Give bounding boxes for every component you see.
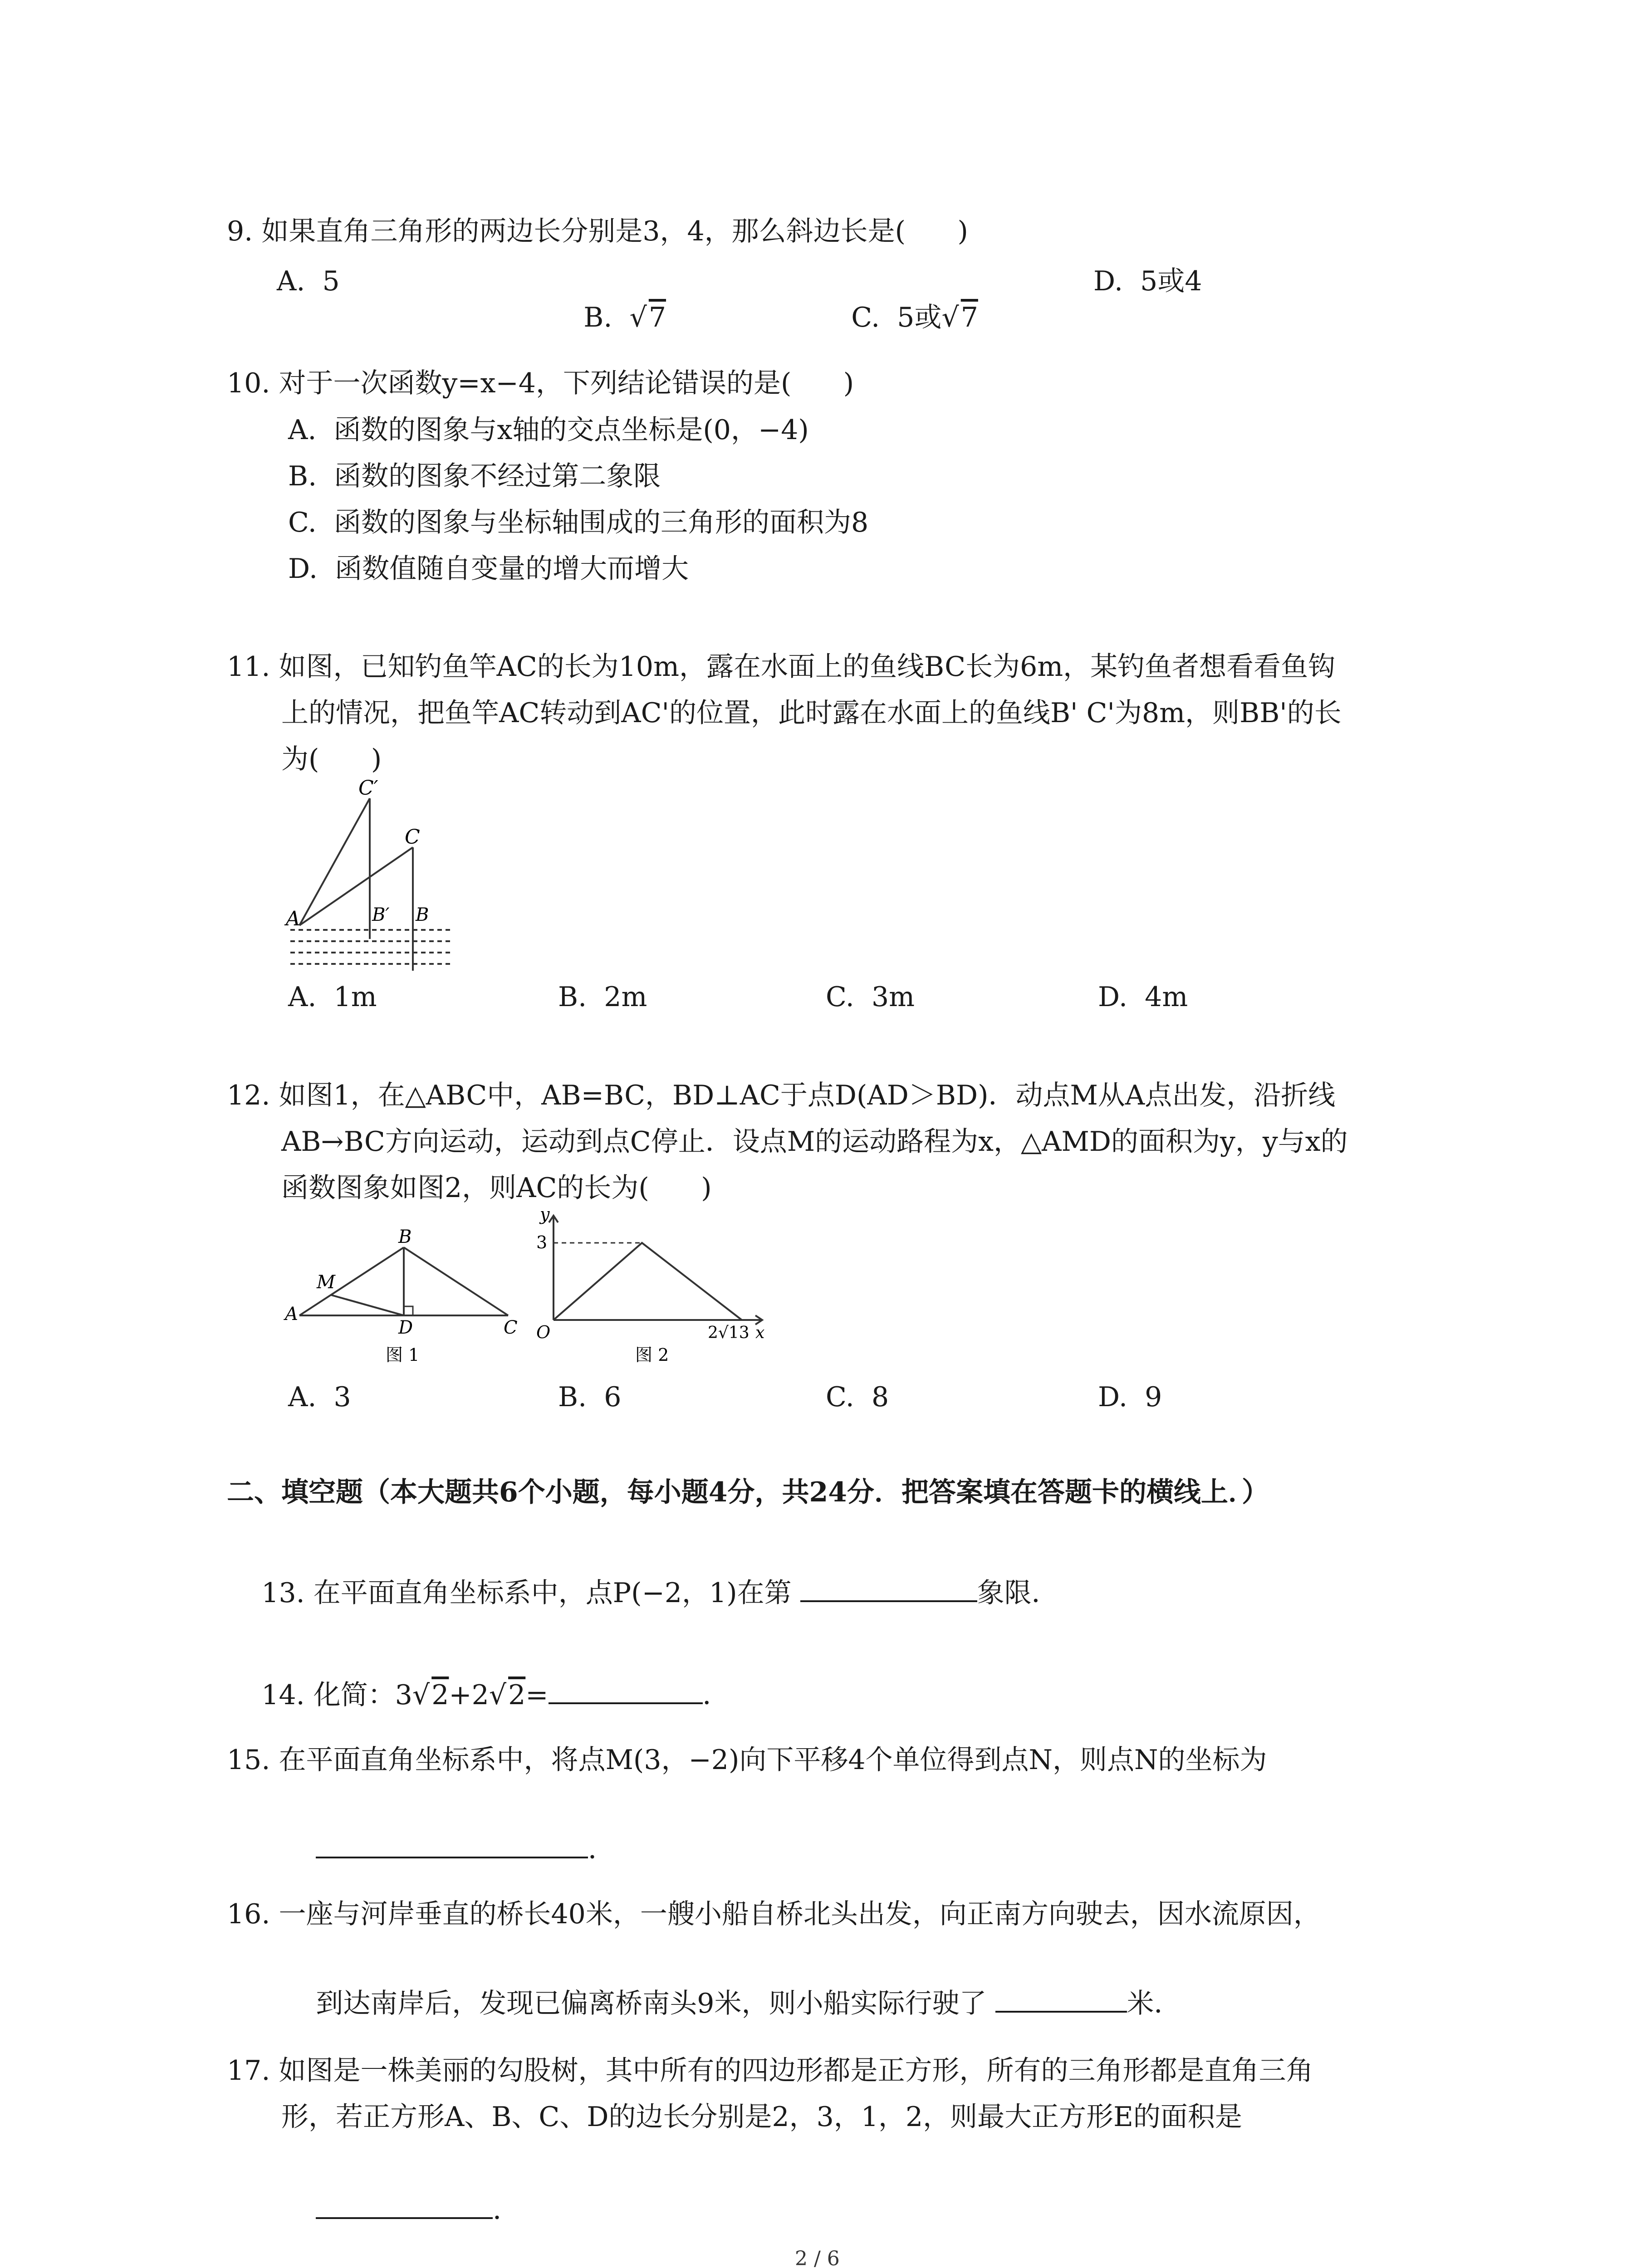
q11-line-3: 为( )	[281, 743, 382, 775]
label-x-end: 2√13	[708, 1324, 749, 1342]
q16-answer-blank[interactable]	[995, 1984, 1127, 2013]
side-ab	[299, 1247, 404, 1315]
sqrt-symbol: √2	[489, 1679, 526, 1711]
label-m: M	[317, 1272, 335, 1293]
q16-line-2	[281, 1948, 1181, 2058]
side-bc	[404, 1247, 508, 1315]
figure-2-caption: 图 2	[635, 1345, 669, 1365]
label-b: B	[398, 1227, 412, 1247]
label-origin: O	[536, 1322, 551, 1342]
sqrt-symbol: √7	[629, 302, 666, 333]
label-c: C	[405, 826, 420, 849]
q9-option-c-prefix: C. 5或	[851, 302, 942, 333]
function-graph-line	[554, 1243, 742, 1320]
q12-option-c: C. 8	[826, 1381, 889, 1413]
q17-answer-line	[281, 2155, 520, 2264]
q11-option-b: B. 2m	[558, 981, 647, 1013]
q9-option-b	[549, 263, 666, 372]
q14-equals: =	[525, 1679, 549, 1711]
label-c: C	[504, 1317, 518, 1338]
q13-text-after: 象限．	[977, 1577, 1059, 1609]
q17-text-after: ．	[493, 2194, 520, 2226]
q9-option-d: D. 5或4	[1093, 265, 1202, 297]
figure-1-caption: 图 1	[386, 1345, 420, 1365]
label-a: A	[286, 907, 300, 930]
label-d: D	[398, 1317, 413, 1338]
q12-line-2: AB→BC方向运动，运动到点C停止．设点M的运动路程为x，△AMD的面积为y，y与x的	[281, 1126, 1348, 1158]
label-y-3: 3	[536, 1232, 548, 1252]
q12-line-3: 函数图象如图2，则AC的长为( )	[281, 1172, 712, 1204]
q11-line-2: 上的情况，把鱼竿AC转动到AC'的位置，此时露在水面上的鱼线B' C'为8m，则BB'的长	[281, 697, 1342, 729]
q12-option-b: B. 6	[558, 1381, 622, 1413]
q15-answer-blank[interactable]	[316, 1830, 588, 1858]
right-angle-mark	[404, 1306, 413, 1315]
sqrt-symbol: √2	[412, 1679, 449, 1711]
label-b: B	[416, 904, 429, 925]
q17-answer-blank[interactable]	[316, 2191, 493, 2219]
q14-answer-blank[interactable]	[549, 1676, 703, 1704]
q14-text-mid: +2	[449, 1679, 489, 1711]
q12-line-1: 12. 如图1，在△ABC中，AB=BC，BD⊥AC于点D(AD＞BD)．动点M从A点出发，沿折线	[227, 1080, 1336, 1111]
label-a: A	[285, 1304, 298, 1325]
q16-text-before: 到达南岸后，发现已偏离桥南头9米，则小船实际行驶了	[316, 1988, 995, 2019]
q12-option-d: D. 9	[1098, 1381, 1162, 1413]
q15-text-after: ．	[588, 1833, 616, 1865]
q9-option-a: A. 5	[277, 265, 340, 297]
q14-text-after: ．	[702, 1679, 730, 1711]
q11-option-a: A. 1m	[288, 981, 377, 1013]
q10-option-d: D. 函数值随自变量的增大而增大	[288, 553, 689, 585]
sqrt-symbol: √7	[941, 302, 978, 333]
q9-option-b-prefix: B.	[583, 302, 630, 333]
q11-line-1: 11. 如图，已知钓鱼竿AC的长为10m，露在水面上的鱼线BC长为6m，某钓鱼者想看看鱼钩	[227, 651, 1336, 683]
label-c-prime: C′	[358, 777, 378, 800]
q16-text-after: 米．	[1127, 1988, 1181, 2019]
rod-ac-prime-line	[299, 798, 370, 925]
section-2-title: 二、填空题（本大题共6个小题，每小题4分，共24分．把答案填在答题卡的横线上．）	[227, 1476, 1269, 1508]
q11-option-d: D. 4m	[1098, 981, 1188, 1013]
q11-option-c: C. 3m	[826, 981, 915, 1013]
q10-option-c: C. 函数的图象与坐标轴围成的三角形的面积为8	[288, 507, 869, 538]
q13-answer-blank[interactable]	[800, 1574, 977, 1602]
q16-line-1: 16. 一座与河岸垂直的桥长40米，一艘小船自桥北头出发，向正南方向驶去，因水流原因，	[227, 1898, 1321, 1930]
q9-stem: 9. 如果直角三角形的两边长分别是3，4，那么斜边长是( )	[227, 215, 968, 247]
q14-radicand-2: 2	[508, 1679, 526, 1711]
q12-figure-2-graph	[526, 1204, 780, 1379]
q13-text-before: 13. 在平面直角坐标系中，点P(−2，1)在第	[261, 1577, 800, 1609]
page-number: 2 / 6	[795, 2247, 840, 2268]
segment-md	[331, 1295, 404, 1315]
q12-figure-1-triangle	[281, 1225, 535, 1379]
q17-line-1: 17. 如图是一株美丽的勾股树，其中所有的四边形都是正方形，所有的三角形都是直角三角	[227, 2055, 1313, 2087]
q14-radicand-1: 2	[431, 1679, 449, 1711]
q14	[227, 1640, 730, 1750]
label-y: y	[540, 1204, 550, 1224]
q9-option-c-radicand: 7	[960, 302, 978, 333]
q12-option-a: A. 3	[288, 1381, 351, 1413]
q10-option-b: B. 函数的图象不经过第二象限	[288, 460, 661, 492]
q10-option-a: A. 函数的图象与x轴的交点坐标是(0，−4)	[288, 414, 809, 446]
q10-stem: 10. 对于一次函数y=x−4，下列结论错误的是( )	[227, 367, 854, 399]
label-x: x	[755, 1324, 765, 1342]
label-b-prime: B′	[372, 904, 390, 925]
q14-text-before: 14. 化简：3	[261, 1679, 412, 1711]
q13	[227, 1538, 1059, 1647]
q15-answer-line	[281, 1794, 615, 1904]
q9-option-c	[817, 263, 978, 372]
q9-option-b-radicand: 7	[648, 302, 666, 333]
q17-line-2: 形，若正方形A、B、C、D的边长分别是2，3，1，2，则最大正方形E的面积是	[281, 2101, 1242, 2133]
q15-line-1: 15. 在平面直角坐标系中，将点M(3，−2)向下平移4个单位得到点N，则点N的坐标为	[227, 1744, 1267, 1776]
rod-ac-line	[299, 847, 413, 925]
q11-fishing-rod-figure	[281, 777, 463, 984]
